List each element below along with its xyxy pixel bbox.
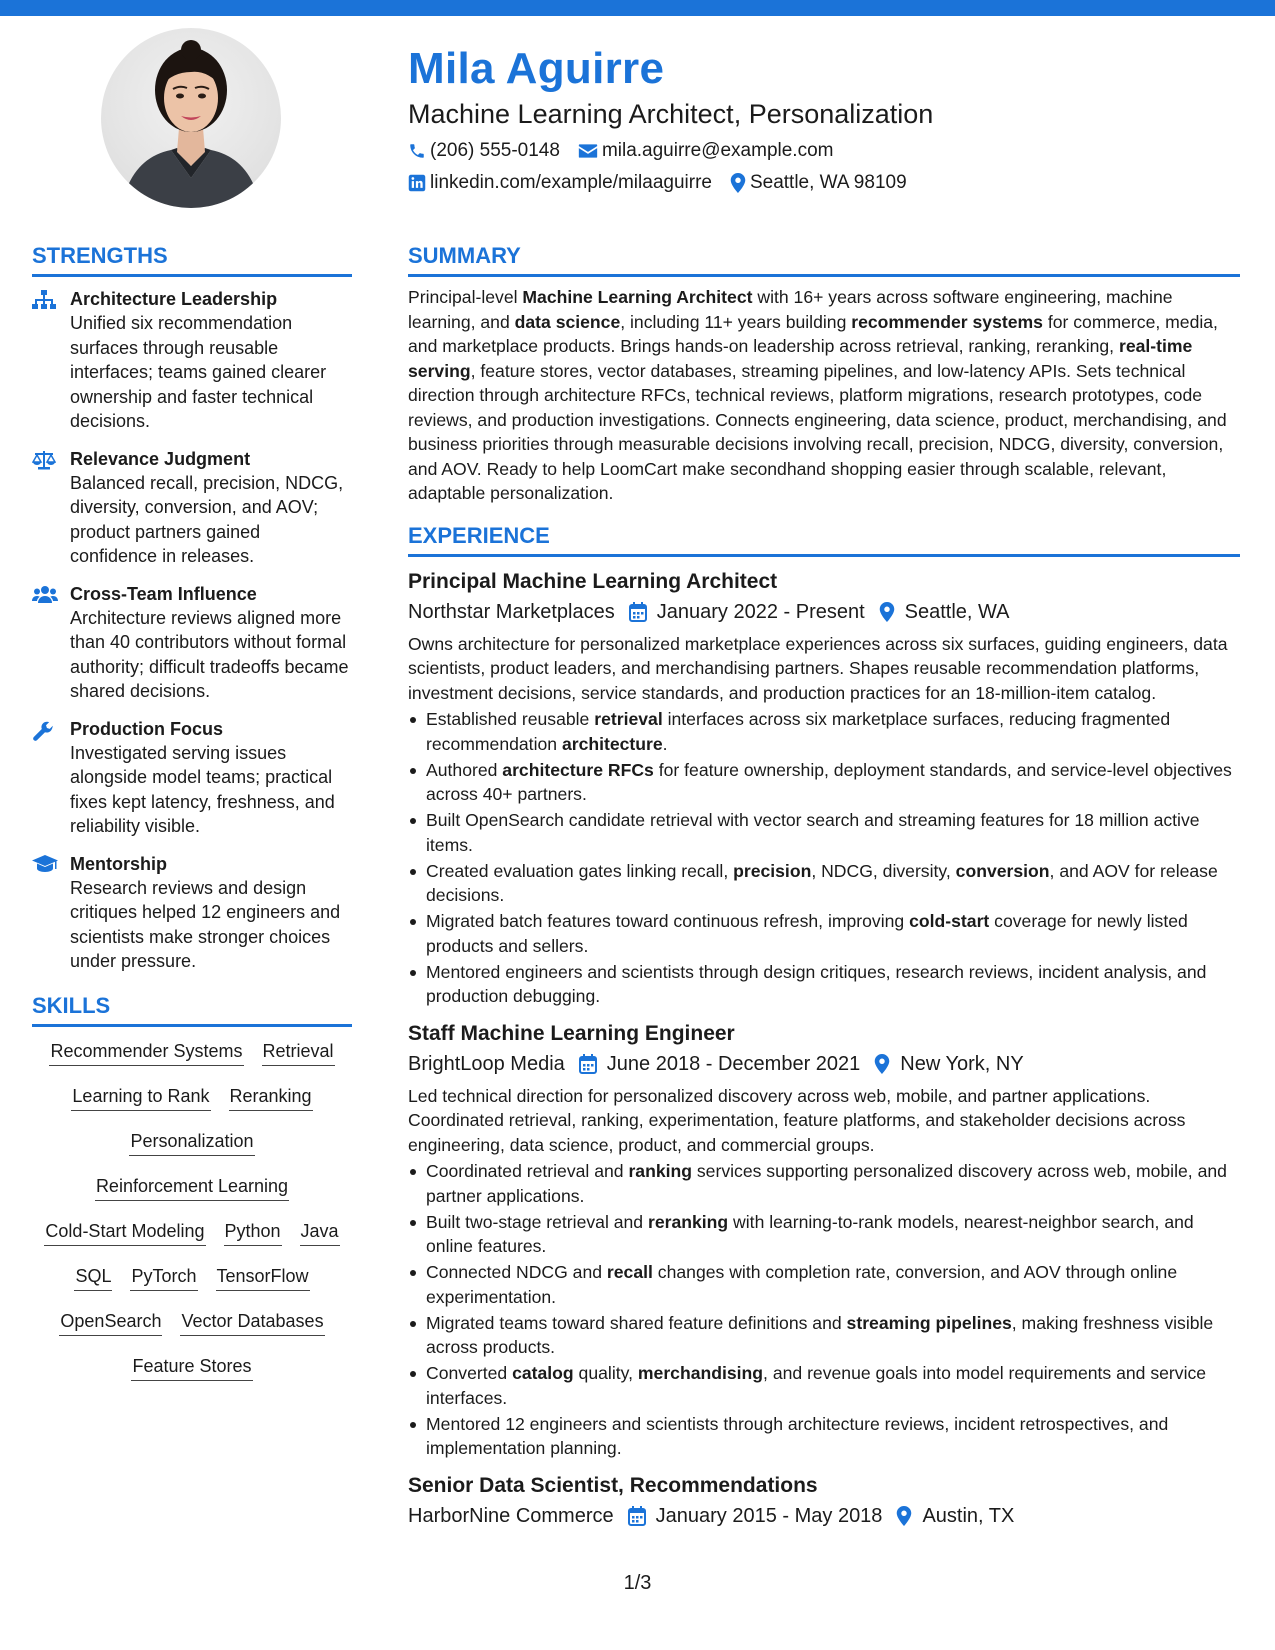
job-bullets (408, 1159, 1240, 1461)
bullet-item (408, 808, 1240, 857)
bullet-item (408, 1210, 1240, 1259)
text-segment: Established reusable (426, 709, 595, 729)
job-entry (408, 567, 1240, 1009)
skill-tag: Reinforcement Learning (95, 1174, 289, 1201)
job-description: Owns architecture for personalized marketplace experiences across six surfaces, guiding engineers, data scientists, product leaders, and merchandising partners. Shapes reusable recommendation platforms, investment decisions, service standards, and production practices for an 18-million-item catalog. (408, 633, 1228, 703)
map-pin-icon (730, 173, 746, 193)
strengths-heading: STRENGTHS (32, 242, 352, 277)
strength-item (32, 287, 352, 434)
job-dates-text: June 2018 - December 2021 (606, 1052, 861, 1075)
job-dates (629, 597, 865, 627)
bullet-item (408, 909, 1240, 958)
strength-desc: Balanced recall, precision, NDCG, diversity, conversion, and AOV; product partners gained confidence in releases. (70, 472, 344, 566)
skill-tag: Python (224, 1219, 282, 1246)
bullet-item (408, 758, 1240, 807)
text-segment: Built OpenSearch candidate retrieval with vector search and streaming features for 18 million active items. (426, 810, 1200, 855)
phone-icon (408, 142, 426, 160)
text-segment: quality, (573, 1363, 638, 1383)
text-segment: Built two-stage retrieval and (426, 1211, 648, 1232)
skill-tag: Reranking (229, 1084, 313, 1111)
contact-row-1 (408, 138, 1238, 164)
summary-heading: SUMMARY (408, 242, 1240, 277)
map-pin-icon (879, 602, 895, 622)
skills-row (32, 1039, 352, 1066)
skill-tag: SQL (74, 1264, 112, 1291)
job-title: Principal Machine Learning Architect (408, 569, 778, 593)
skills-row (32, 1264, 352, 1291)
job-meta (408, 1049, 1240, 1079)
text-segment: Created evaluation gates linking recall, (426, 860, 734, 881)
skill-tag: Learning to Rank (71, 1084, 210, 1111)
candidate-role: Machine Learning Architect, Personalization (408, 99, 934, 129)
company-name: Northstar Marketplaces (408, 600, 615, 623)
skill-tag: Java (300, 1219, 340, 1246)
skill-tag: TensorFlow (216, 1264, 310, 1291)
skills-row (32, 1084, 352, 1111)
bullet-item (408, 1361, 1240, 1410)
skills-row (32, 1174, 352, 1201)
job-location (879, 597, 1010, 627)
email-contact[interactable] (578, 138, 834, 164)
balance-scale-icon (32, 450, 56, 470)
strength-item (32, 852, 352, 974)
strengths-list (32, 287, 352, 974)
text-segment: Migrated batch features toward continuous refresh, improving (426, 911, 910, 931)
bold-keyword: recall (606, 1262, 653, 1282)
job-location-text: New York, NY (900, 1052, 1024, 1075)
text-segment: , NDCG, diversity, (811, 860, 956, 881)
job-dates-text: January 2022 - Present (656, 600, 865, 623)
text-segment: . (662, 733, 668, 754)
text-segment: Principal-level (408, 287, 523, 307)
text-segment: for commerce, media, and marketplace products. Brings hands-on leadership across retrieval, ranking, reranking, (408, 311, 1218, 356)
text-segment: Mentored 12 engineers and scientists through architecture reviews, incident retrospectives, and implementation planning. (426, 1413, 1169, 1458)
strength-desc: Investigated serving issues alongside model teams; practical fixes kept latency, freshness, and reliability visible. (70, 742, 335, 836)
skill-tag: Retrieval (262, 1039, 335, 1066)
text-segment: with learning-to-rank models, nearest-neighbor search, and online features. (426, 1211, 1194, 1256)
phone-text: (206) 555-0148 (430, 140, 560, 161)
strength-title: Mentorship (70, 853, 167, 874)
skill-tag: Cold-Start Modeling (44, 1219, 205, 1246)
calendar-icon (579, 1054, 597, 1074)
bold-keyword: merchandising (637, 1363, 764, 1383)
bold-keyword: architecture (561, 733, 663, 754)
strength-desc: Research reviews and design critiques helped 12 engineers and scientists make stronger choices under pressure. (70, 877, 341, 971)
bold-keyword: recommender systems (851, 311, 1043, 332)
company-name: BrightLoop Media (408, 1052, 565, 1075)
linkedin-contact[interactable] (408, 170, 712, 196)
bullet-item (408, 707, 1240, 756)
job-location-text: Seattle, WA (904, 600, 1010, 623)
job-location (874, 1049, 1023, 1079)
sitemap-icon (32, 290, 56, 310)
text-segment: with 16+ years across software engineering, machine learning, and (408, 287, 1173, 332)
skill-tag: PyTorch (130, 1264, 197, 1291)
envelope-icon (578, 143, 598, 159)
text-segment: Authored (426, 759, 503, 780)
strength-desc: Architecture reviews aligned more than 40 contributors without formal authority; difficult tradeoffs became shared decisions. (70, 607, 349, 701)
text-segment: Converted (426, 1363, 513, 1383)
skill-tag: OpenSearch (59, 1309, 162, 1336)
phone-contact (408, 138, 560, 164)
summary-paragraph (408, 285, 1240, 506)
resume-header (408, 42, 1238, 196)
calendar-icon (628, 1506, 646, 1526)
bold-keyword: streaming pipelines (846, 1312, 1012, 1333)
text-segment: Migrated teams toward shared feature definitions and (426, 1312, 847, 1333)
skills-cloud (32, 1039, 352, 1381)
map-pin-icon (874, 1054, 890, 1074)
users-icon (32, 585, 58, 603)
text-segment: , and AOV for release decisions. (426, 860, 1218, 905)
linkedin-icon (408, 174, 426, 192)
text-segment: services supporting personalized discovery across web, mobile, and partner applications. (426, 1161, 1227, 1206)
bullet-item (408, 1311, 1240, 1360)
experience-list (408, 567, 1240, 1531)
bullet-item (408, 1260, 1240, 1309)
calendar-icon (629, 602, 647, 622)
bold-keyword: catalog (512, 1363, 574, 1383)
skills-row (32, 1129, 352, 1156)
job-dates (579, 1049, 861, 1079)
bold-keyword: architecture RFCs (502, 759, 654, 780)
skill-tag: Vector Databases (180, 1309, 324, 1336)
company-name: HarborNine Commerce (408, 1504, 614, 1527)
bullet-item (408, 1159, 1240, 1208)
text-segment: Connected NDCG and (426, 1262, 607, 1282)
strength-desc: Unified six recommendation surfaces through reusable interfaces; teams gained clearer ownership and faster technical decisions. (70, 313, 327, 431)
candidate-name: Mila Aguirre (408, 44, 665, 93)
wrench-icon (32, 720, 54, 742)
text-segment: coverage for newly listed products and sellers. (426, 911, 1188, 956)
strength-title: Production Focus (70, 718, 223, 739)
bullet-item (408, 1412, 1240, 1461)
job-title: Senior Data Scientist, Recommendations (408, 1473, 818, 1497)
text-segment: Coordinated retrieval and (426, 1161, 629, 1181)
strength-title: Architecture Leadership (70, 289, 278, 309)
job-meta (408, 1501, 1240, 1531)
bold-keyword: precision (733, 860, 812, 881)
text-segment: changes with completion rate, conversion, and AOV through online experimentation. (426, 1262, 1178, 1307)
skills-heading: SKILLS (32, 992, 352, 1027)
skills-row (32, 1309, 352, 1336)
text-segment: interfaces across six marketplace surfaces, reducing fragmented recommendation (426, 709, 1171, 754)
strength-title: Cross-Team Influence (70, 583, 257, 604)
bold-keyword: ranking (628, 1161, 692, 1181)
strength-item (32, 717, 352, 839)
bold-keyword: data science (514, 311, 621, 332)
bold-keyword: Machine Learning Architect (522, 287, 753, 307)
job-dates (628, 1501, 883, 1531)
job-dates-text: January 2015 - May 2018 (655, 1504, 883, 1527)
bold-keyword: conversion (955, 860, 1050, 881)
right-column (408, 242, 1240, 1531)
location-text: Seattle, WA 98109 (749, 172, 907, 193)
job-bullets (408, 707, 1240, 1009)
job-description: Led technical direction for personalized discovery across web, mobile, and partner applications. Coordinated retrieval, ranking, experimentation, feature platforms, and stakeholder decisions across engineering, data science, product, and commercial groups. (408, 1085, 1186, 1155)
profile-photo (101, 28, 281, 208)
job-title: Staff Machine Learning Engineer (408, 1021, 735, 1045)
email-text[interactable]: mila.aguirre@example.com (601, 140, 834, 161)
skills-row (32, 1354, 352, 1381)
skill-tag: Feature Stores (131, 1354, 252, 1381)
skill-tag: Recommender Systems (49, 1039, 243, 1066)
bullet-item (408, 960, 1240, 1009)
page-number: 1/3 (623, 1572, 652, 1594)
strength-item (32, 582, 352, 704)
text-segment: , feature stores, vector databases, streaming pipelines, and low-latency APIs. Sets technical direction through architecture RFCs, technical reviews, platform migrations, research prototypes, code reviews, and production investigations. Connects engineering, data science, product, merchandising, and business priorities through measurable decisions involving recall, precision, NDCG, diversity, conversion, and AOV. Ready to help LoomCart make secondhand shopping easier through scalable, relevant, adaptable personalization. (408, 360, 1227, 503)
bold-keyword: reranking (647, 1211, 729, 1232)
text-segment: , including 11+ years building (620, 311, 852, 332)
graduation-cap-icon (32, 855, 58, 873)
strength-item (32, 447, 352, 569)
bold-keyword: real-time serving (408, 336, 1193, 381)
bold-keyword: cold-start (909, 911, 990, 931)
text-segment: for feature ownership, deployment standards, and service-level objectives across 40+ partners. (426, 759, 1232, 804)
job-location (896, 1501, 1014, 1531)
bold-keyword: retrieval (594, 709, 663, 729)
job-location-text: Austin, TX (922, 1504, 1015, 1527)
skill-tag: Personalization (129, 1129, 254, 1156)
left-column (32, 242, 352, 1399)
location-contact (730, 170, 907, 196)
text-segment: Mentored engineers and scientists through design critiques, research reviews, incident analysis, and production debugging. (426, 961, 1207, 1006)
top-accent-bar (0, 0, 1275, 16)
text-segment: , making freshness visible across products. (426, 1312, 1214, 1357)
experience-heading: EXPERIENCE (408, 522, 1240, 557)
job-meta (408, 597, 1240, 627)
job-entry (408, 1019, 1240, 1461)
linkedin-text[interactable]: linkedin.com/example/milaaguirre (430, 172, 712, 193)
map-pin-icon (896, 1506, 912, 1526)
skills-row (32, 1219, 352, 1246)
text-segment: , and revenue goals into model requirements and service interfaces. (426, 1363, 1207, 1408)
strength-title: Relevance Judgment (70, 448, 251, 469)
job-entry (408, 1471, 1240, 1531)
bullet-item (408, 859, 1240, 908)
contact-row-2 (408, 170, 1238, 196)
